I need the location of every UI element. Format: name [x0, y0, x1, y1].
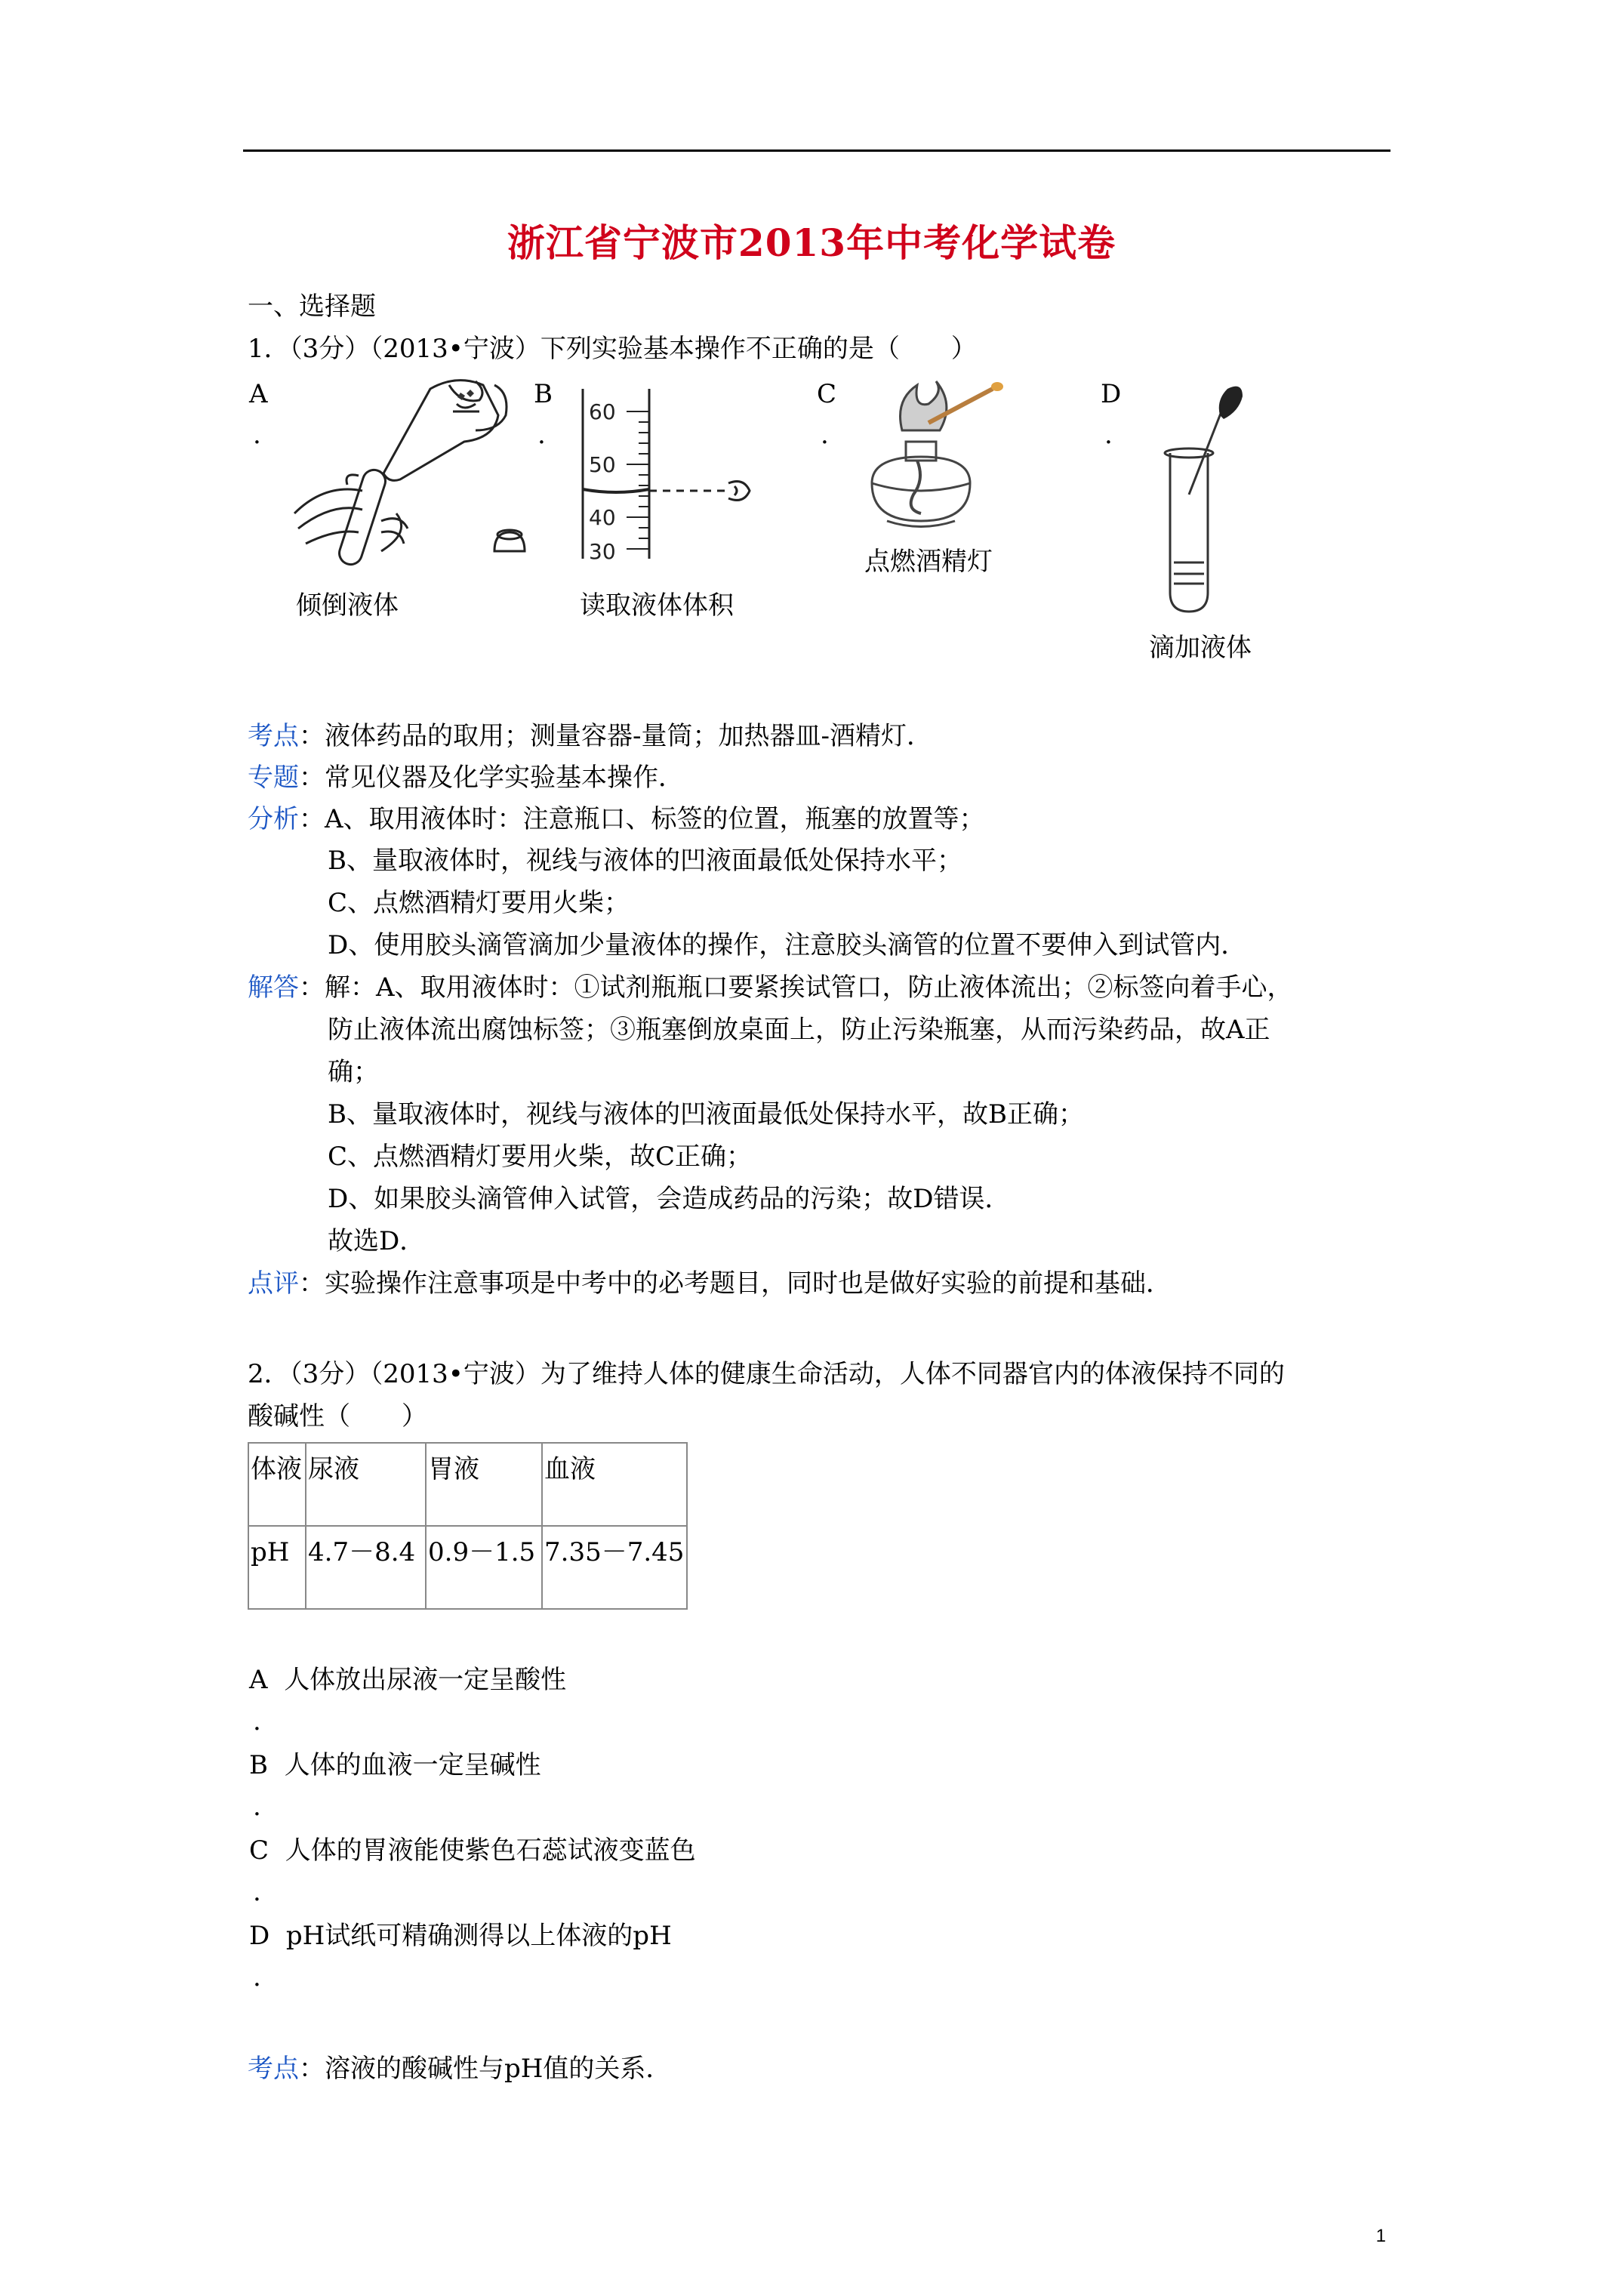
kaodian-label: 考点 [248, 721, 299, 751]
option-dot: . [821, 420, 829, 450]
table-row [248, 1526, 687, 1609]
alcohol-lamp-illustration [857, 378, 1023, 536]
q2-kaodian: 考点：溶液的酸碱性与pH值的关系． [248, 2054, 672, 2084]
zhuanti-label: 专题 [248, 763, 299, 793]
scale-label-40: 40 [589, 505, 616, 530]
q1-option-d-caption: 滴加液体 [1149, 633, 1252, 663]
section-heading: 一、选择题 [248, 291, 376, 322]
q1-kaodian: 考点：液体药品的取用；测量容器-量筒；加热器皿-酒精灯． [248, 721, 932, 751]
dianping-label: 点评 [248, 1268, 299, 1299]
q1-jieda-line: D、如果胶头滴管伸入试管，会造成药品的污染；故D错误． [328, 1184, 1011, 1214]
q1-option-a-caption: 倾倒液体 [296, 590, 399, 621]
table-cell: pH [248, 1526, 306, 1609]
q2-option-b: B 人体的血液一定呈碱性 [249, 1750, 541, 1780]
q2-stem-cont: 酸碱性（ ） [248, 1401, 427, 1432]
q2-stem: 2．（3分）（2013•宁波）为了维持人体的健康生命活动，人体不同器官内的体液保持不同的 [248, 1359, 1285, 1389]
q1-fenxi-line: D、使用胶头滴管滴加少量液体的操作，注意胶头滴管的位置不要伸入到试管内． [328, 930, 1247, 960]
table-cell: 4.7－8.4 [306, 1526, 426, 1609]
q1-jieda: 解答：解：A、取用液体时：①试剂瓶瓶口要紧挨试管口，防止液体流出；②标签向着手心， [248, 972, 1293, 1003]
q2-option-c: C 人体的胃液能使紫色石蕊试液变蓝色 [249, 1835, 696, 1866]
table-row [248, 1443, 687, 1526]
option-dot: . [1104, 420, 1113, 450]
q1-fenxi: 分析：A、取用液体时：注意瓶口、标签的位置，瓶塞的放置等； [248, 804, 985, 834]
q1-jieda-line: 防止液体流出腐蚀标签；③瓶塞倒放桌面上，防止污染瓶塞，从而污染药品，故A正 [328, 1015, 1270, 1045]
q1-option-d-letter: D [1101, 379, 1122, 409]
q1-jieda-line: C、点燃酒精灯要用火柴，故C正确； [328, 1142, 753, 1172]
option-dot: . [537, 420, 546, 450]
graduated-cylinder-illustration [574, 385, 770, 566]
table-cell: 尿液 [306, 1443, 426, 1526]
q1-fenxi-line: B、量取液体时，视线与液体的凹液面最低处保持水平； [328, 846, 962, 876]
kaodian-label: 考点 [248, 2054, 299, 2084]
q1-option-a-letter: A [249, 379, 268, 409]
q1-jieda-line: B、量取液体时，视线与液体的凹液面最低处保持水平，故B正确； [328, 1099, 1084, 1130]
q1-option-c-letter: C [817, 379, 837, 409]
ph-table [248, 1442, 688, 1610]
q1-option-c-caption: 点燃酒精灯 [864, 547, 993, 577]
table-cell: 0.9－1.5 [426, 1526, 542, 1609]
q1-option-b-letter: B [534, 379, 553, 409]
header-rule [243, 149, 1390, 152]
q1-stem: 1．（3分）（2013•宁波）下列实验基本操作不正确的是（ ） [248, 334, 977, 364]
pouring-liquid-illustration [291, 370, 532, 574]
table-cell: 体液 [248, 1443, 306, 1526]
option-dot: . [253, 1792, 261, 1822]
jieda-label: 解答 [248, 972, 299, 1003]
option-dot: . [253, 1706, 261, 1737]
table-cell: 7.35－7.45 [542, 1526, 687, 1609]
q1-dianping: 点评：实验操作注意事项是中考中的必考题目，同时也是做好实验的前提和基础． [248, 1268, 1172, 1299]
q1-jieda-line: 确； [328, 1057, 379, 1087]
fenxi-label: 分析 [248, 804, 299, 834]
q1-zhuanti: 专题：常见仪器及化学实验基本操作． [248, 763, 684, 793]
scale-label-50: 50 [589, 452, 616, 477]
q1-fenxi-line: C、点燃酒精灯要用火柴； [328, 888, 630, 918]
table-cell: 胃液 [426, 1443, 542, 1526]
table-cell: 血液 [542, 1443, 687, 1526]
dropper-test-tube-illustration [1147, 381, 1253, 615]
page-title: 浙江省宁波市2013年中考化学试卷 [507, 220, 1116, 265]
option-dot: . [253, 1877, 261, 1907]
q1-jieda-line: 故选D． [328, 1226, 426, 1256]
q2-option-a: A 人体放出尿液一定呈酸性 [249, 1665, 567, 1695]
option-dot: . [253, 420, 261, 450]
scale-label-30: 30 [589, 539, 616, 564]
page-number: 1 [1375, 2226, 1386, 2246]
q1-option-b-caption: 读取液体体积 [580, 590, 734, 621]
scale-label-60: 60 [589, 399, 616, 424]
option-dot: . [253, 1962, 261, 1992]
q2-option-d: D pH试纸可精确测得以上体液的pH [249, 1921, 672, 1951]
